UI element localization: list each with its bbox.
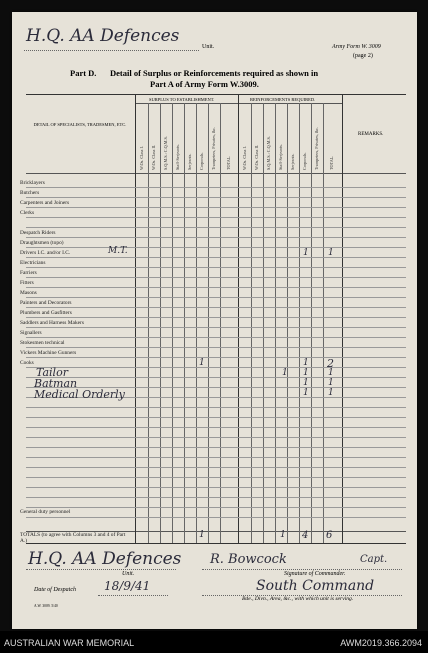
cell-tailor-reinf-privates: 1 xyxy=(303,368,309,378)
reinf-col-sqms: S.Q.M.S.: C.Q.M.S. xyxy=(266,136,271,170)
row-label: Stokesmen technical xyxy=(20,340,65,346)
print-code: A.W. 3009. 5/40 xyxy=(34,604,58,608)
group-header-surplus: SURPLUS TO ESTABLISHMENT. xyxy=(149,97,215,102)
reinf-col-staff-serjeants: Staff-Serjeants. xyxy=(278,144,283,170)
cell-tailor-reinf-total: 1 xyxy=(328,368,334,378)
surplus-col-privates: Trumpeters, Privates, &c. xyxy=(211,127,216,170)
row-label: Masons xyxy=(20,290,37,296)
form-title-line1: Detail of Surplus or Reinforcements required as shown in xyxy=(110,68,319,78)
surplus-col-wo2: W.Os. Class II. xyxy=(151,144,156,170)
cell-drivers-reinf-total: 1 xyxy=(328,248,334,258)
row-label: Electricians xyxy=(20,260,46,266)
group-header-reinforcements: REINFORCEMENTS REQUIRED. xyxy=(250,97,316,102)
caption-left: AUSTRALIAN WAR MEMORIAL xyxy=(4,638,135,648)
reinf-col-wo1: W.Os. Class I. xyxy=(242,146,247,170)
row-label: Clerks xyxy=(20,210,35,216)
despatch-label: Date of Despatch xyxy=(34,587,76,593)
reinf-col-serjeants: Serjeants. xyxy=(290,153,295,170)
surplus-col-wo1: W.Os. Class I. xyxy=(139,146,144,170)
handwritten-row-batman: Batman xyxy=(34,377,78,390)
reinf-col-wo2: W.Os. Class II. xyxy=(254,144,259,170)
surplus-col-staff-serjeants: Staff-Serjeants. xyxy=(175,144,180,170)
cell-drivers-reinf-privates: 1 xyxy=(303,248,309,258)
cell-totals-reinf-serjeants: 1 xyxy=(280,530,286,540)
row-label-totals: TOTALS (to agree with Columns 3 and 4 of Part A.) xyxy=(20,532,126,544)
handwritten-row-tailor: Tailor xyxy=(36,366,68,379)
form-page-number: (page 2) xyxy=(353,53,373,59)
row-label: Bricklayers xyxy=(20,180,45,186)
row-label: Vickers Machine Gunners xyxy=(20,350,77,356)
form-page xyxy=(12,12,417,629)
footer-unit-handwritten: H.Q. AA Defences xyxy=(28,549,182,569)
handwritten-row-medical-orderly: Medical Orderly xyxy=(34,388,125,401)
row-label: Plumbers and Gasfitters xyxy=(20,310,72,316)
cell-batman-reinf-total: 1 xyxy=(328,378,334,388)
row-label: Saddlers and Harness Makers xyxy=(20,320,84,326)
row-label: Farriers xyxy=(20,270,37,276)
cell-cooks-surplus-privates: 1 xyxy=(199,358,205,368)
signature-label: Signature of Commander. xyxy=(284,571,346,577)
reinf-col-corporals: Corporals. xyxy=(302,152,307,170)
surplus-col-total: TOTAL. xyxy=(226,155,231,170)
unit-label: Unit. xyxy=(202,44,215,50)
form-title-line2: Part A of Army Form W.3009. xyxy=(150,79,259,89)
surplus-col-serjeants: Serjeants. xyxy=(187,153,192,170)
form-reference: Army Form W. 3009 xyxy=(332,44,381,50)
unit-handwritten: H.Q. AA Defences xyxy=(26,26,180,46)
cell-totals-reinf-privates: 4 xyxy=(302,530,309,541)
command-handwritten: South Command xyxy=(256,578,375,594)
row-label: Cooks xyxy=(20,360,34,366)
row-label: Despatch Riders xyxy=(20,230,56,236)
despatch-date: 18/9/41 xyxy=(104,579,151,593)
caption-right: AWM2019.366.2094 xyxy=(340,638,422,648)
row-label: Butchers xyxy=(20,190,40,196)
surplus-col-sqms: S.Q.M.S.: C.Q.M.S. xyxy=(163,136,168,170)
row-label: Carpenters and Joiners xyxy=(20,200,70,206)
row-label: Fitters xyxy=(20,280,34,286)
commander-signature: R. Bowcock xyxy=(210,552,287,567)
cell-medical-reinf-total: 1 xyxy=(328,388,334,398)
row-label: Signallers xyxy=(20,330,42,336)
drivers-note-handwritten: M.T. xyxy=(108,246,128,256)
part-label: Part D. xyxy=(70,68,97,78)
row-label: Painters and Decorators xyxy=(20,300,72,306)
commander-rank: Capt. xyxy=(360,554,388,565)
reinf-col-privates: Trumpeters, Privates, &c. xyxy=(314,127,319,170)
row-label-general-duty: General duty personnel xyxy=(20,509,71,515)
row-label: Draughtsmen (topo) xyxy=(20,240,64,246)
column-header-remarks: REMARKS. xyxy=(358,132,384,137)
caption-bar xyxy=(0,631,428,653)
cell-totals-reinf-total: 6 xyxy=(326,530,333,541)
cell-totals-surplus-privates: 1 xyxy=(199,530,205,540)
footer-unit-label: Unit. xyxy=(122,571,135,577)
column-header-detail: DETAIL OF SPECIALISTS, TRADESMEN, ETC. xyxy=(33,122,127,127)
cell-cooks-reinf-privates: 1 xyxy=(303,358,309,368)
cell-tailor-reinf-serjeants: 1 xyxy=(282,368,288,378)
reinf-col-total: TOTAL. xyxy=(329,155,334,170)
command-label: Bde., Divn., Area, &c., with which unit is serving. xyxy=(242,596,354,602)
cell-batman-reinf-privates: 1 xyxy=(303,378,309,388)
row-label: Drivers I.C. and/or I.C. xyxy=(20,250,71,256)
surplus-col-corporals: Corporals. xyxy=(199,152,204,170)
cell-cooks-reinf-total: 2 xyxy=(327,357,334,370)
cell-medical-reinf-privates: 1 xyxy=(303,388,309,398)
